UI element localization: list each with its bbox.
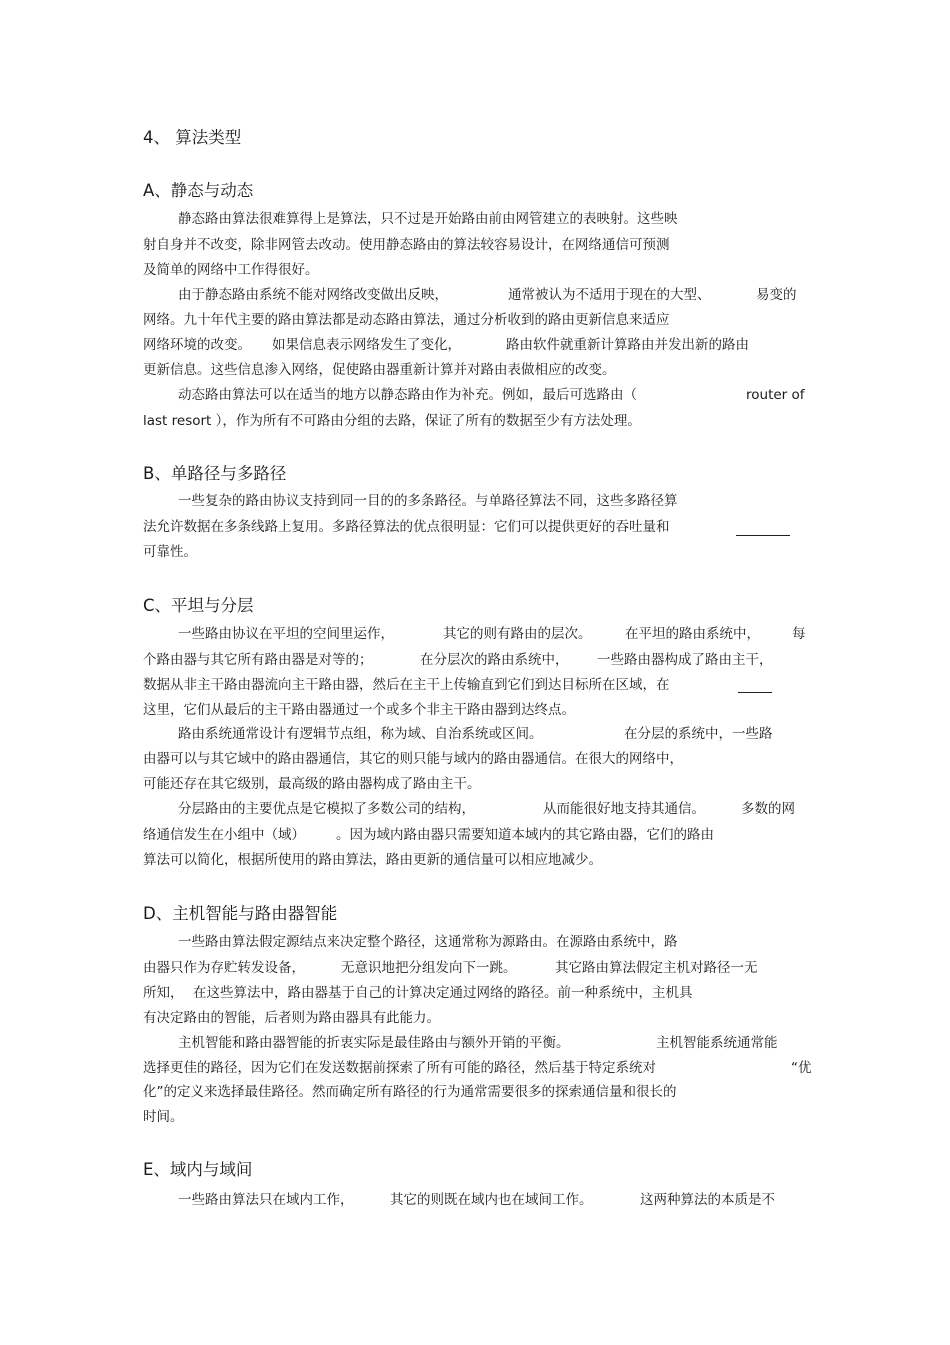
paragraph-line-fragment: 一些路由器构成了路由主干， bbox=[597, 652, 773, 668]
paragraph-line-fragment: 通常被认为不适用于现在的大型、 bbox=[508, 287, 711, 303]
paragraph-line-fragment: 每 bbox=[792, 626, 806, 642]
paragraph-line: 化”的定义来选择最佳路径。然而确定所有路径的行为通常需要很多的探索通信量和很长的 bbox=[143, 1084, 677, 1100]
blank-underline bbox=[736, 535, 790, 536]
paragraph-line-fragment: “优 bbox=[791, 1060, 812, 1076]
paragraph-line-fragment: 从而能很好地支持其通信。 bbox=[543, 801, 705, 817]
subsection-title-e: E、域内与域间 bbox=[143, 1160, 253, 1179]
paragraph-line-fragment: 。因为域内路由器只需要知道本域内的其它路由器，它们的路由 bbox=[336, 827, 714, 843]
paragraph-line-fragment: 在这些算法中，路由器基于自己的计算决定通过网络的路径。前一种系统中，主机具 bbox=[193, 985, 693, 1001]
paragraph-line: 可能还存在其它级别，最高级的路由器构成了路由主干。 bbox=[143, 776, 481, 792]
paragraph-line: 一些复杂的路由协议支持到同一目的的多条路径。与单路径算法不同，这些多路径算 bbox=[178, 493, 678, 509]
paragraph-line: 一些路由算法假定源结点来决定整个路径，这通常称为源路由。在源路由系统中，路 bbox=[178, 934, 678, 950]
paragraph-line: 一些路由协议在平坦的空间里运作， bbox=[178, 626, 394, 642]
paragraph-line-fragment: 如果信息表示网络发生了变化， bbox=[272, 337, 461, 353]
paragraph-line: 所知， bbox=[143, 985, 184, 1001]
paragraph-line: 由器可以与其它域中的路由器通信，其它的则只能与域内的路由器通信。在很大的网络中， bbox=[143, 751, 683, 767]
paragraph-line-fragment: router of bbox=[746, 387, 805, 403]
paragraph-line: 有决定路由的智能，后者则为路由器具有此能力。 bbox=[143, 1010, 440, 1026]
paragraph-line: 及简单的网络中工作得很好。 bbox=[143, 262, 319, 278]
paragraph-line-fragment: 在平坦的路由系统中， bbox=[625, 626, 760, 642]
blank-underline bbox=[738, 692, 772, 693]
paragraph-line: 时间。 bbox=[143, 1109, 184, 1125]
paragraph-line-fragment: 易变的 bbox=[756, 287, 797, 303]
paragraph-line-fragment: 在分层的系统中，一些路 bbox=[624, 726, 773, 742]
subsection-title-d: D、主机智能与路由器智能 bbox=[143, 904, 338, 923]
paragraph-line-fragment: 其它路由算法假定主机对路径一无 bbox=[555, 960, 758, 976]
paragraph-line: 选择更佳的路径，因为它们在发送数据前探索了所有可能的路径，然后基于特定系统对 bbox=[143, 1060, 656, 1076]
paragraph-line: 数据从非主干路由器流向主干路由器，然后在主干上传输直到它们到达目标所在区域，在 bbox=[143, 677, 670, 693]
paragraph-line: 网络。九十年代主要的路由算法都是动态路由算法，通过分析收到的路由更新信息来适应 bbox=[143, 312, 670, 328]
paragraph-line: 法允许数据在多条线路上复用。多路径算法的优点很明显：它们可以提供更好的吞吐量和 bbox=[143, 519, 670, 535]
paragraph-line-fragment: 这两种算法的本质是不 bbox=[640, 1192, 775, 1208]
paragraph-line-fragment: 在分层次的路由系统中， bbox=[420, 652, 569, 668]
paragraph-line: 个路由器与其它所有路由器是对等的； bbox=[143, 652, 373, 668]
paragraph-line: 静态路由算法很难算得上是算法，只不过是开始路由前由网管建立的表映射。这些映 bbox=[178, 211, 678, 227]
paragraph-line-fragment: 多数的网 bbox=[741, 801, 795, 817]
paragraph-line-fragment: 主机智能系统通常能 bbox=[656, 1035, 778, 1051]
paragraph-line: 动态路由算法可以在适当的地方以静态路由作为补充。例如，最后可选路由（ bbox=[178, 387, 637, 403]
section-heading: 4、 算法类型 bbox=[143, 128, 242, 147]
subsection-title-c: C、平坦与分层 bbox=[143, 596, 254, 615]
subsection-title-b: B、单路径与多路径 bbox=[143, 464, 287, 483]
paragraph-line: 更新信息。这些信息渗入网络，促使路由器重新计算并对路由表做相应的改变。 bbox=[143, 362, 616, 378]
paragraph-line: last resort ），作为所有不可路由分组的去路，保证了所有的数据至少有方法处理。 bbox=[143, 413, 641, 429]
paragraph-line: 算法可以简化，根据所使用的路由算法，路由更新的通信量可以相应地减少。 bbox=[143, 852, 602, 868]
paragraph-line: 分层路由的主要优点是它模拟了多数公司的结构， bbox=[178, 801, 475, 817]
paragraph-line-fragment: 其它的则有路由的层次。 bbox=[443, 626, 592, 642]
paragraph-line: 路由系统通常设计有逻辑节点组，称为域、自治系统或区间。 bbox=[178, 726, 543, 742]
paragraph-line: 可靠性。 bbox=[143, 544, 197, 560]
paragraph-line-fragment: 其它的则既在域内也在域间工作。 bbox=[390, 1192, 593, 1208]
paragraph-line: 络通信发生在小组中（域） bbox=[143, 827, 305, 843]
paragraph-line-fragment: 无意识地把分组发向下一跳。 bbox=[341, 960, 517, 976]
paragraph-line: 由器只作为存贮转发设备， bbox=[143, 960, 305, 976]
paragraph-line: 网络环境的改变。 bbox=[143, 337, 251, 353]
paragraph-line: 主机智能和路由器智能的折衷实际是最佳路由与额外开销的平衡。 bbox=[178, 1035, 570, 1051]
subsection-title-a: A、静态与动态 bbox=[143, 181, 254, 200]
paragraph-line: 由于静态路由系统不能对网络改变做出反映， bbox=[178, 287, 448, 303]
paragraph-line: 一些路由算法只在域内工作， bbox=[178, 1192, 354, 1208]
paragraph-line: 射自身并不改变，除非网管去改动。使用静态路由的算法较容易设计，在网络通信可预测 bbox=[143, 237, 670, 253]
paragraph-line-fragment: 路由软件就重新计算路由并发出新的路由 bbox=[506, 337, 749, 353]
paragraph-line: 这里，它们从最后的主干路由器通过一个或多个非主干路由器到达终点。 bbox=[143, 702, 575, 718]
